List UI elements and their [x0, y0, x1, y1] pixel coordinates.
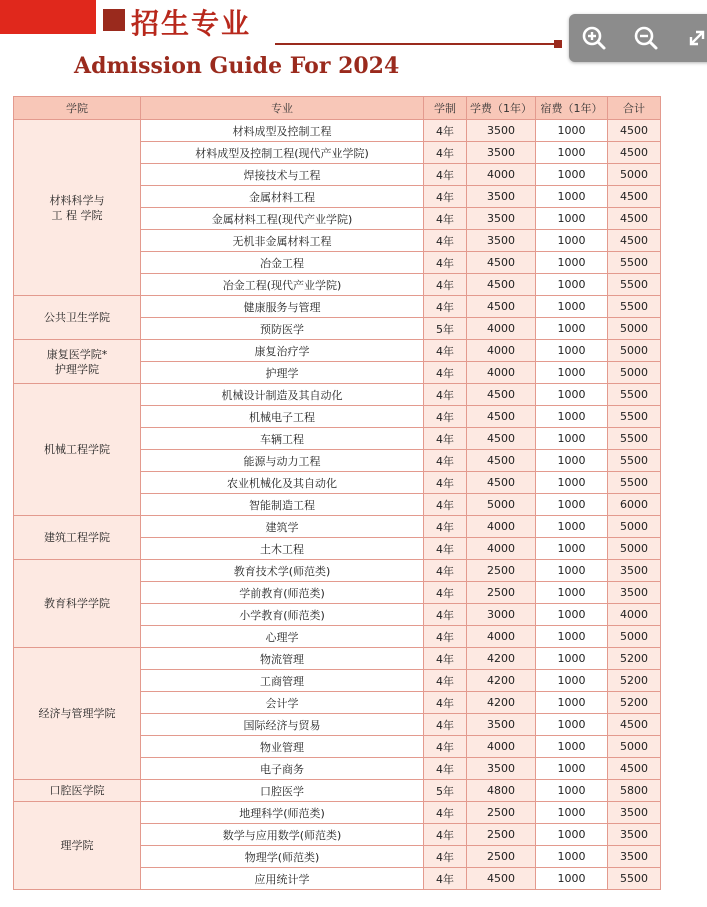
duration-cell: 4年 — [424, 538, 467, 560]
lodging-cell: 1000 — [536, 406, 608, 428]
tuition-cell: 4000 — [467, 626, 536, 648]
table-row — [14, 340, 661, 362]
major-cell: 建筑学 — [141, 516, 424, 538]
zoom-in-icon — [580, 24, 608, 52]
lodging-cell: 1000 — [536, 780, 608, 802]
duration-cell: 4年 — [424, 274, 467, 296]
total-cell: 4000 — [608, 604, 661, 626]
major-cell: 金属材料工程(现代产业学院) — [141, 208, 424, 230]
total-cell: 5200 — [608, 648, 661, 670]
title-underline — [275, 43, 557, 45]
tuition-cell: 4500 — [467, 296, 536, 318]
zoom-out-icon — [632, 24, 660, 52]
duration-cell: 4年 — [424, 846, 467, 868]
duration-cell: 4年 — [424, 736, 467, 758]
duration-cell: 4年 — [424, 450, 467, 472]
total-cell: 4500 — [608, 208, 661, 230]
title-square-marker — [103, 9, 125, 31]
lodging-cell: 1000 — [536, 186, 608, 208]
tuition-cell: 3500 — [467, 230, 536, 252]
total-cell: 5000 — [608, 626, 661, 648]
tuition-cell: 4000 — [467, 340, 536, 362]
major-cell: 教育技术学(师范类) — [141, 560, 424, 582]
tuition-cell: 4800 — [467, 780, 536, 802]
duration-cell: 4年 — [424, 230, 467, 252]
major-cell: 健康服务与管理 — [141, 296, 424, 318]
major-cell: 智能制造工程 — [141, 494, 424, 516]
major-cell: 材料成型及控制工程(现代产业学院) — [141, 142, 424, 164]
major-cell: 应用统计学 — [141, 868, 424, 890]
lodging-cell: 1000 — [536, 758, 608, 780]
tuition-cell: 2500 — [467, 846, 536, 868]
total-cell: 5200 — [608, 670, 661, 692]
duration-cell: 4年 — [424, 582, 467, 604]
tuition-cell: 3500 — [467, 120, 536, 142]
college-cell — [14, 648, 141, 780]
lodging-cell: 1000 — [536, 230, 608, 252]
tuition-cell: 4000 — [467, 362, 536, 384]
total-cell: 5000 — [608, 516, 661, 538]
major-cell: 工商管理 — [141, 670, 424, 692]
total-cell: 3500 — [608, 802, 661, 824]
lodging-cell: 1000 — [536, 670, 608, 692]
lodging-cell: 1000 — [536, 120, 608, 142]
tuition-cell: 4000 — [467, 516, 536, 538]
total-cell: 4500 — [608, 714, 661, 736]
total-cell: 5000 — [608, 736, 661, 758]
duration-cell: 4年 — [424, 516, 467, 538]
college-cell — [14, 802, 141, 890]
lodging-cell: 1000 — [536, 296, 608, 318]
duration-cell: 4年 — [424, 120, 467, 142]
lodging-cell: 1000 — [536, 868, 608, 890]
college-cell — [14, 384, 141, 516]
college-name-line: 材料科学与 — [49, 193, 105, 207]
duration-cell: 4年 — [424, 142, 467, 164]
total-cell: 4500 — [608, 758, 661, 780]
duration-cell: 5年 — [424, 318, 467, 340]
zoom-out-button[interactable] — [632, 24, 660, 52]
major-cell: 电子商务 — [141, 758, 424, 780]
college-cell — [14, 780, 141, 802]
major-cell: 护理学 — [141, 362, 424, 384]
lodging-cell: 1000 — [536, 648, 608, 670]
major-cell: 焊接技术与工程 — [141, 164, 424, 186]
total-cell: 5500 — [608, 450, 661, 472]
college-name-line: 口腔医学院 — [49, 784, 105, 797]
tuition-cell: 4000 — [467, 164, 536, 186]
major-cell: 会计学 — [141, 692, 424, 714]
lodging-cell: 1000 — [536, 362, 608, 384]
lodging-cell: 1000 — [536, 626, 608, 648]
major-cell: 数学与应用数学(师范类) — [141, 824, 424, 846]
title-underline-end — [554, 40, 562, 48]
table-row — [14, 384, 661, 406]
college-name-line: 建筑工程学院 — [44, 531, 110, 544]
college-name-line: 公共卫生学院 — [44, 311, 110, 324]
total-cell: 5000 — [608, 340, 661, 362]
total-cell: 5800 — [608, 780, 661, 802]
tuition-cell: 4500 — [467, 450, 536, 472]
major-cell: 能源与动力工程 — [141, 450, 424, 472]
duration-cell: 4年 — [424, 186, 467, 208]
expand-icon — [683, 24, 707, 52]
duration-cell: 4年 — [424, 208, 467, 230]
duration-cell: 4年 — [424, 164, 467, 186]
tuition-cell: 4500 — [467, 252, 536, 274]
lodging-cell: 1000 — [536, 714, 608, 736]
lodging-cell: 1000 — [536, 736, 608, 758]
duration-cell: 4年 — [424, 252, 467, 274]
duration-cell: 4年 — [424, 362, 467, 384]
duration-cell: 4年 — [424, 560, 467, 582]
major-cell: 心理学 — [141, 626, 424, 648]
major-cell: 冶金工程(现代产业学院) — [141, 274, 424, 296]
lodging-cell: 1000 — [536, 472, 608, 494]
lodging-cell: 1000 — [536, 516, 608, 538]
total-cell: 4500 — [608, 186, 661, 208]
duration-cell: 4年 — [424, 472, 467, 494]
table-row — [14, 802, 661, 824]
college-name-line: 机械工程学院 — [44, 443, 110, 456]
table-row — [14, 648, 661, 670]
lodging-cell: 1000 — [536, 274, 608, 296]
lodging-cell: 1000 — [536, 252, 608, 274]
header-tuition: 学费（1年） — [467, 97, 536, 120]
duration-cell: 4年 — [424, 626, 467, 648]
total-cell: 5500 — [608, 406, 661, 428]
lodging-cell: 1000 — [536, 164, 608, 186]
tuition-cell: 5000 — [467, 494, 536, 516]
duration-cell: 4年 — [424, 648, 467, 670]
tuition-cell: 2500 — [467, 824, 536, 846]
lodging-cell: 1000 — [536, 384, 608, 406]
major-cell: 机械设计制造及其自动化 — [141, 384, 424, 406]
total-cell: 5500 — [608, 274, 661, 296]
tuition-cell: 2500 — [467, 582, 536, 604]
lodging-cell: 1000 — [536, 318, 608, 340]
header-lodging: 宿费（1年） — [536, 97, 608, 120]
major-cell: 物流管理 — [141, 648, 424, 670]
duration-cell: 4年 — [424, 824, 467, 846]
college-name-line: 理学院 — [60, 839, 94, 852]
lodging-cell: 1000 — [536, 560, 608, 582]
tuition-cell: 4500 — [467, 472, 536, 494]
total-cell: 5500 — [608, 296, 661, 318]
table-row — [14, 560, 661, 582]
lodging-cell: 1000 — [536, 692, 608, 714]
duration-cell: 4年 — [424, 384, 467, 406]
tuition-cell: 4000 — [467, 318, 536, 340]
total-cell: 3500 — [608, 824, 661, 846]
tuition-cell: 4500 — [467, 428, 536, 450]
major-cell: 国际经济与贸易 — [141, 714, 424, 736]
tuition-cell: 2500 — [467, 802, 536, 824]
total-cell: 5000 — [608, 538, 661, 560]
zoom-in-button[interactable] — [580, 24, 608, 52]
table-row — [14, 516, 661, 538]
major-cell: 预防医学 — [141, 318, 424, 340]
major-cell: 金属材料工程 — [141, 186, 424, 208]
tuition-cell: 4500 — [467, 274, 536, 296]
tuition-cell: 3500 — [467, 208, 536, 230]
duration-cell: 4年 — [424, 296, 467, 318]
header-total: 合计 — [608, 97, 661, 120]
major-cell: 无机非金属材料工程 — [141, 230, 424, 252]
total-cell: 5000 — [608, 362, 661, 384]
lodging-cell: 1000 — [536, 824, 608, 846]
page-title: 招生专业 — [131, 7, 252, 40]
major-cell: 农业机械化及其自动化 — [141, 472, 424, 494]
major-cell: 机械电子工程 — [141, 406, 424, 428]
fullscreen-button[interactable] — [683, 24, 707, 52]
duration-cell: 4年 — [424, 406, 467, 428]
duration-cell: 4年 — [424, 868, 467, 890]
header-duration: 学制 — [424, 97, 467, 120]
lodging-cell: 1000 — [536, 494, 608, 516]
lodging-cell: 1000 — [536, 450, 608, 472]
header-red-bar — [0, 0, 96, 34]
total-cell: 4500 — [608, 120, 661, 142]
college-name-line: 康复医学院* — [46, 347, 108, 361]
tuition-cell: 3500 — [467, 758, 536, 780]
duration-cell: 5年 — [424, 780, 467, 802]
lodging-cell: 1000 — [536, 604, 608, 626]
total-cell: 5500 — [608, 868, 661, 890]
lodging-cell: 1000 — [536, 428, 608, 450]
duration-cell: 4年 — [424, 758, 467, 780]
major-cell: 土木工程 — [141, 538, 424, 560]
total-cell: 3500 — [608, 846, 661, 868]
tuition-cell: 4500 — [467, 384, 536, 406]
total-cell: 4500 — [608, 142, 661, 164]
college-cell — [14, 120, 141, 296]
college-name-line: 教育科学学院 — [44, 597, 110, 610]
total-cell: 5500 — [608, 472, 661, 494]
total-cell: 4500 — [608, 230, 661, 252]
major-cell: 口腔医学 — [141, 780, 424, 802]
lodging-cell: 1000 — [536, 142, 608, 164]
tuition-cell: 4500 — [467, 868, 536, 890]
tuition-cell: 4200 — [467, 692, 536, 714]
lodging-cell: 1000 — [536, 582, 608, 604]
table-row — [14, 296, 661, 318]
college-cell — [14, 340, 141, 384]
major-cell: 材料成型及控制工程 — [141, 120, 424, 142]
lodging-cell: 1000 — [536, 340, 608, 362]
lodging-cell: 1000 — [536, 538, 608, 560]
lodging-cell: 1000 — [536, 802, 608, 824]
major-cell: 车辆工程 — [141, 428, 424, 450]
total-cell: 5000 — [608, 164, 661, 186]
table-body — [14, 120, 661, 890]
header-major: 专业 — [141, 97, 424, 120]
college-cell — [14, 560, 141, 648]
major-cell: 物理学(师范类) — [141, 846, 424, 868]
tuition-cell: 3500 — [467, 186, 536, 208]
viewer-toolbar — [569, 14, 707, 62]
duration-cell: 4年 — [424, 494, 467, 516]
duration-cell: 4年 — [424, 802, 467, 824]
total-cell: 5000 — [608, 318, 661, 340]
duration-cell: 4年 — [424, 714, 467, 736]
tuition-cell: 3000 — [467, 604, 536, 626]
major-cell: 冶金工程 — [141, 252, 424, 274]
page-subtitle: Admission Guide For 2024 — [74, 53, 400, 79]
college-cell — [14, 296, 141, 340]
tuition-cell: 2500 — [467, 560, 536, 582]
table-row — [14, 120, 661, 142]
lodging-cell: 1000 — [536, 208, 608, 230]
total-cell: 5500 — [608, 384, 661, 406]
total-cell: 3500 — [608, 582, 661, 604]
admission-table — [13, 96, 661, 890]
table-header-row — [14, 97, 661, 120]
duration-cell: 4年 — [424, 670, 467, 692]
tuition-cell: 3500 — [467, 142, 536, 164]
header-college: 学院 — [14, 97, 141, 120]
tuition-cell: 3500 — [467, 714, 536, 736]
total-cell: 6000 — [608, 494, 661, 516]
duration-cell: 4年 — [424, 340, 467, 362]
tuition-cell: 4500 — [467, 406, 536, 428]
college-cell — [14, 516, 141, 560]
lodging-cell: 1000 — [536, 846, 608, 868]
total-cell: 5500 — [608, 252, 661, 274]
total-cell: 5200 — [608, 692, 661, 714]
duration-cell: 4年 — [424, 604, 467, 626]
college-name-line: 护理学院 — [55, 362, 99, 376]
duration-cell: 4年 — [424, 692, 467, 714]
major-cell: 地理科学(师范类) — [141, 802, 424, 824]
total-cell: 5500 — [608, 428, 661, 450]
major-cell: 物业管理 — [141, 736, 424, 758]
table-row — [14, 780, 661, 802]
duration-cell: 4年 — [424, 428, 467, 450]
college-name-line: 工 程 学院 — [51, 208, 103, 222]
tuition-cell: 4000 — [467, 538, 536, 560]
major-cell: 学前教育(师范类) — [141, 582, 424, 604]
tuition-cell: 4000 — [467, 736, 536, 758]
major-cell: 小学教育(师范类) — [141, 604, 424, 626]
tuition-cell: 4200 — [467, 670, 536, 692]
major-cell: 康复治疗学 — [141, 340, 424, 362]
tuition-cell: 4200 — [467, 648, 536, 670]
college-name-line: 经济与管理学院 — [38, 707, 116, 720]
total-cell: 3500 — [608, 560, 661, 582]
